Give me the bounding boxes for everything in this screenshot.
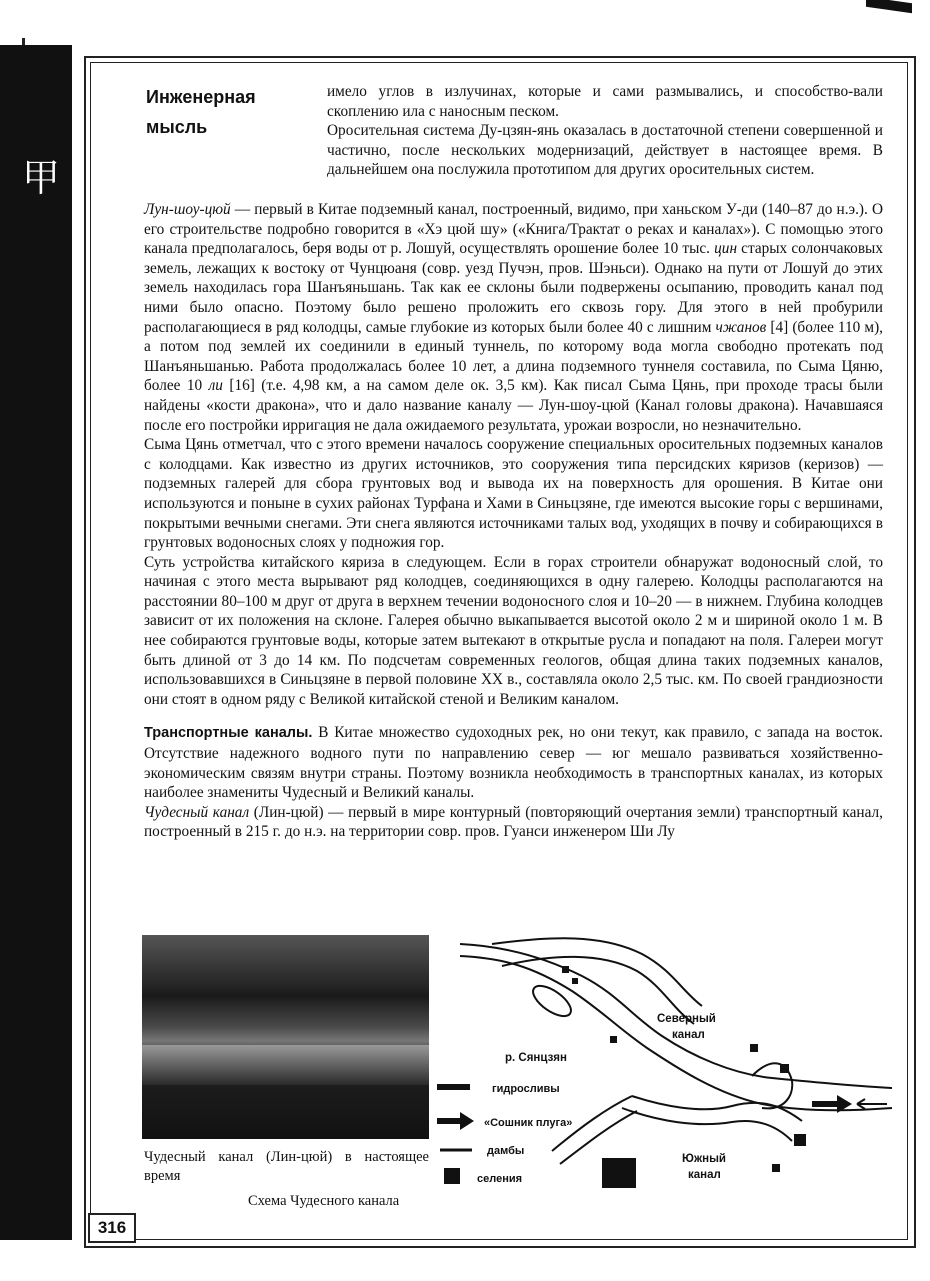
south-canal-bank-2 <box>622 1108 792 1141</box>
label-spillways: гидросливы <box>492 1083 560 1095</box>
label-river: р. Сянцзян <box>505 1052 567 1064</box>
village-marker <box>572 978 578 984</box>
label-south-canal-2: канал <box>688 1169 721 1181</box>
island-shape <box>528 980 576 1022</box>
village-marker <box>780 1064 789 1073</box>
main-text <box>144 200 883 842</box>
village-marker <box>772 1164 780 1172</box>
label-south-canal-1: Южный <box>682 1153 726 1165</box>
text-span: [16] (т.е. 4,98 км, а на самом деле ок. 3,5 км). Как писал Сыма Цянь, при проходе трасы были найдены «кости дракона», что и дало название каналу — Лун-шоу-цюй (Канал головы дракона). Начавшаяся после его постройки ирригация не дала ожидаемого результата, урожаи возросли, но незначительно. <box>144 377 883 434</box>
village-marker <box>610 1036 617 1043</box>
village-marker <box>602 1158 636 1188</box>
village-marker <box>794 1134 806 1146</box>
canal-scheme-map <box>432 936 902 1206</box>
heading-line-1: Инженерная <box>146 87 256 107</box>
heading-line-2: мысль <box>146 117 208 137</box>
photo-sky <box>142 935 429 995</box>
page-number: 316 <box>88 1213 136 1243</box>
spillway-legend-icon <box>437 1084 470 1090</box>
label-dams: дамбы <box>487 1145 525 1157</box>
paragraph-lun-shou-qu <box>144 200 883 435</box>
paragraph-transport <box>144 723 883 802</box>
south-canal-bank-1 <box>632 1096 802 1121</box>
intro-paragraph-1: имело углов в излучинах, которые и сами размывались, и способство-вали скоплению ила с наносным песком. <box>327 83 883 120</box>
village-marker <box>562 966 569 973</box>
paragraph-chudesny <box>144 803 883 842</box>
section-gap <box>144 709 883 723</box>
village-marker <box>750 1044 758 1052</box>
term-chudesny: Чудесный канал <box>144 803 250 821</box>
label-plow: «Сошник плуга» <box>484 1117 573 1129</box>
intro-column <box>327 82 883 180</box>
photo-water <box>142 1045 429 1085</box>
unit-term: цин <box>714 240 738 258</box>
text-span: — первый в Китае подземный канал, построенный, видимо, при ханьском У-ди (140–87 до н.э.). О его строительстве подробно говорится в «Хэ цюй шу» («Книга/Трактат о реках и каналах»). С помощью этого канала предполагалось, беря воды от р. Лошуй, осуществлять орошение более 10 тыс. <box>144 201 883 258</box>
chapter-glyph-icon: 甲 <box>21 156 60 200</box>
text-span: [4] (более 110 м), а потом под землей их соединили в единый туннель, по которому вода могла свободно протекать под Шанъяньшанью. Работа продолжалась более 10 лет, а длина подземного туннеля составила, по Сыма Цяню, более 10 <box>144 318 883 395</box>
paragraph-kariz: Суть устройства китайского кяриза в следующем. Если в горах строители обнаружат водоносный слой, то начиная с этого места вырывают ряд колодцев, соединяющихся в одну галерею. Колодцы располагаются на расстоянии 80–100 м друг от друга в верхнем течении водоносного слоя и 10–20 — в нижнем. Глубина колодцев зависит от их положения на склоне. Галерея обычно выкапывается высотой около 2 м и шириной около 1 м. В нее собираются грунтовые воды, которые затем вытекают в открытые русла и попадают на поля. Галереи могут быть длиной от 3 до 14 км. По подсчетам современных геологов, общая длина таких подземных каналов, использовавшихся в Синьцзяне в первой половине XX в., составляла около 2,5 тыс. км. По своей грандиозности они стоят в одном ряду с Великой китайской стеной и Великим каналом. <box>144 553 883 708</box>
paragraph-sima-qian: Сыма Цянь отметчал, что с этого времени началось сооружение специальных оросительных подземных каналов с колодцами. Как известно из других источников, это сооружения типа персидских кяризов (керизов) — подземных галерей для сбора грунтовых вод и вывода их на поверхность для орошения. В Китае они используются и поныне в сухих районах Турфана и Хами в Синьцзяне, где имеются высокие горы с вершинами, покрытыми вечными снегами. Эти снега являются источниками талых вод, уходящих в почву и собирающихся в грунтовых водоносных слоях у подножия гор. <box>144 436 883 552</box>
transport-title: Транспортные каналы. <box>144 725 313 742</box>
plow-legend-icon <box>437 1112 474 1130</box>
text-span: В Китае множество судоходных рек, но они текут, как правило, с запада на восток. Отсутствие надежного водного пути по направлению север — юг мешало развиваться хозяйственно-экономическим связям внутри страны. Поэтому возникла необходимость в транспортных каналах, из которых наиболее знамениты Чудесный и Великий каналы. <box>144 724 884 802</box>
schema-caption: Схема Чудесного канала <box>248 1193 400 1209</box>
intro-paragraph-2: Оросительная система Ду-цзян-янь оказалась в достаточной степени совершенной и частично, после нескольких модернизаций, действует в настоящее время. В дальнейшем она послужила прототипом для других оросительных систем. <box>327 122 883 179</box>
term-lun-shou-qu: Лун-шоу-цюй <box>144 201 231 218</box>
photo-caption: Чудесный канал (Лин-цюй) в настоящее время <box>144 1149 429 1184</box>
north-canal-bank-1 <box>492 938 702 1006</box>
section-heading <box>146 82 316 142</box>
label-north-canal-1: Северный <box>657 1013 716 1025</box>
corner-mark <box>866 0 912 13</box>
unit-term: чжанов <box>715 318 767 336</box>
canal-photo <box>142 935 429 1139</box>
chapter-sidebar <box>0 45 72 1240</box>
text-span: (Лин-цюй) — первый в мире контурный (повторяющий очертания земли) транспортный канал, построенный в 215 г. до н.э. на территории совр. пров. Гуанси инженером Ши Лу <box>144 803 883 841</box>
unit-term: ли <box>208 377 223 395</box>
text-span: старых солончаковых земель, лежащих к востоку от Чунцюаня (совр. уезд Пучэн, пров. Шэньси). Однако на пути от Лошуй до этих земель находилась гора Шанъяньшань. Так как ее склоны были подвержены осыпанию, проводить канал под ними было опасно. Поэтому было решено проложить его сквозь гору. Для этого в ней пробурили располагающиеся в ряд колодцы, самые глубокие из которых были более 40 с лишним <box>144 240 883 336</box>
label-north-canal-2: канал <box>672 1029 705 1041</box>
label-villages: селения <box>477 1173 523 1185</box>
village-legend-icon <box>444 1168 460 1184</box>
